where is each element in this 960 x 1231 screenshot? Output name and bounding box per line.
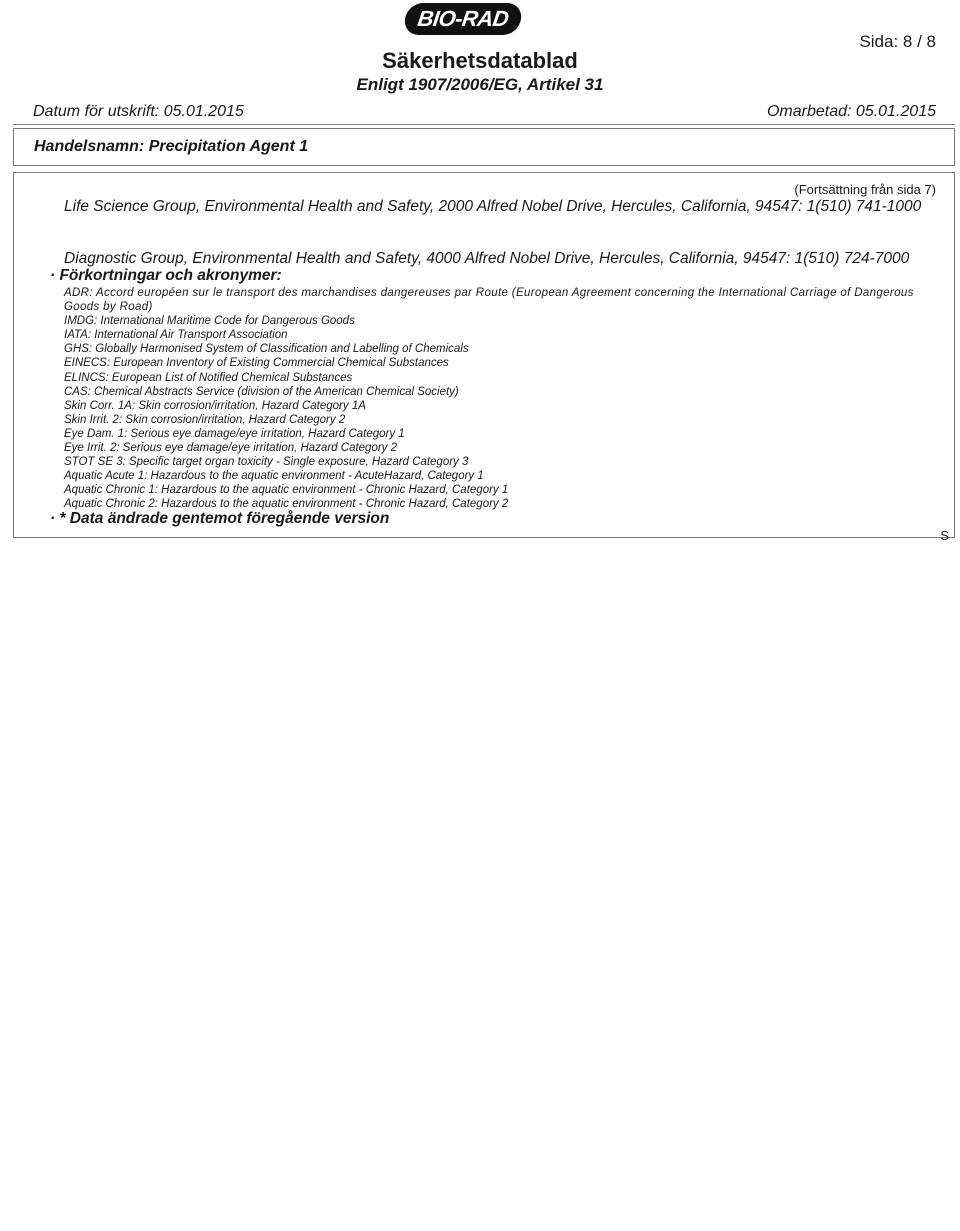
abbreviation-item: IATA: International Air Transport Association bbox=[64, 329, 288, 342]
address-diagnostic: Diagnostic Group, Environmental Health and Safety, 4000 Alfred Nobel Drive, Hercules, California, 94547: 1(510) 724-7000 bbox=[64, 250, 910, 267]
margin-mark: S bbox=[940, 528, 949, 543]
trade-name-box bbox=[13, 128, 955, 166]
header-divider bbox=[13, 124, 955, 125]
document-subtitle: Enligt 1907/2006/EG, Artikel 31 bbox=[356, 75, 604, 94]
address-life-science: Life Science Group, Environmental Health and Safety, 2000 Alfred Nobel Drive, Hercules, California, 94547: 1(510) 741-1000 bbox=[64, 198, 922, 215]
abbreviations-list bbox=[64, 286, 944, 512]
revised-date: Omarbetad: 05.01.2015 bbox=[766, 103, 936, 120]
bio-rad-logo bbox=[403, 3, 523, 35]
page-number: Sida: 8 / 8 bbox=[859, 32, 936, 51]
abbreviation-item: Aquatic Chronic 1: Hazardous to the aquatic environment - Chronic Hazard, Category 1 bbox=[64, 484, 509, 497]
abbreviation-item: EINECS: European Inventory of Existing Commercial Chemical Substances bbox=[64, 357, 449, 370]
abbreviation-item: Skin Corr. 1A: Skin corrosion/irritation, Hazard Category 1A bbox=[64, 399, 366, 412]
abbreviation-item: Aquatic Acute 1: Hazardous to the aquatic environment - AcuteHazard, Category 1 bbox=[64, 470, 484, 483]
content-box bbox=[13, 172, 955, 543]
abbreviation-item: Skin Irrit. 2: Skin corrosion/irritation, Hazard Category 2 bbox=[64, 413, 346, 426]
changed-data-note: · * Data ändrade gentemot föregående version bbox=[50, 510, 390, 527]
abbreviation-item: CAS: Chemical Abstracts Service (division of the American Chemical Society) bbox=[64, 385, 459, 398]
abbreviation-item: Eye Dam. 1: Serious eye damage/eye irritation, Hazard Category 1 bbox=[64, 427, 405, 440]
document-title: Säkerhetsdatablad bbox=[382, 48, 578, 73]
abbreviation-item: Eye Irrit. 2: Serious eye damage/eye irritation, Hazard Category 2 bbox=[64, 442, 398, 455]
print-date: Datum för utskrift: 05.01.2015 bbox=[33, 103, 244, 120]
continued-note: (Fortsättning från sida 7) bbox=[794, 182, 936, 197]
abbreviation-item: GHS: Globally Harmonised System of Classification and Labelling of Chemicals bbox=[64, 343, 469, 356]
abbreviation-item: ADR: Accord européen sur le transport des marchandises dangereuses par Route (European Agreement concerning the International Carriage of Dangerous Goods by Road) bbox=[64, 287, 914, 314]
abbreviation-item: IMDG: International Maritime Code for Dangerous Goods bbox=[64, 315, 355, 328]
abbreviation-item: ELINCS: European List of Notified Chemical Substances bbox=[64, 371, 353, 384]
trade-name: Handelsnamn: Precipitation Agent 1 bbox=[34, 138, 309, 155]
abbreviations-heading: · Förkortningar och akronymer: bbox=[50, 267, 282, 284]
abbreviation-item: STOT SE 3: Specific target organ toxicity - Single exposure, Hazard Category 3 bbox=[64, 456, 469, 469]
logo-text: BIO-RAD bbox=[416, 6, 511, 31]
abbreviation-item: Aquatic Chronic 2: Hazardous to the aquatic environment - Chronic Hazard, Category 2 bbox=[64, 498, 509, 511]
